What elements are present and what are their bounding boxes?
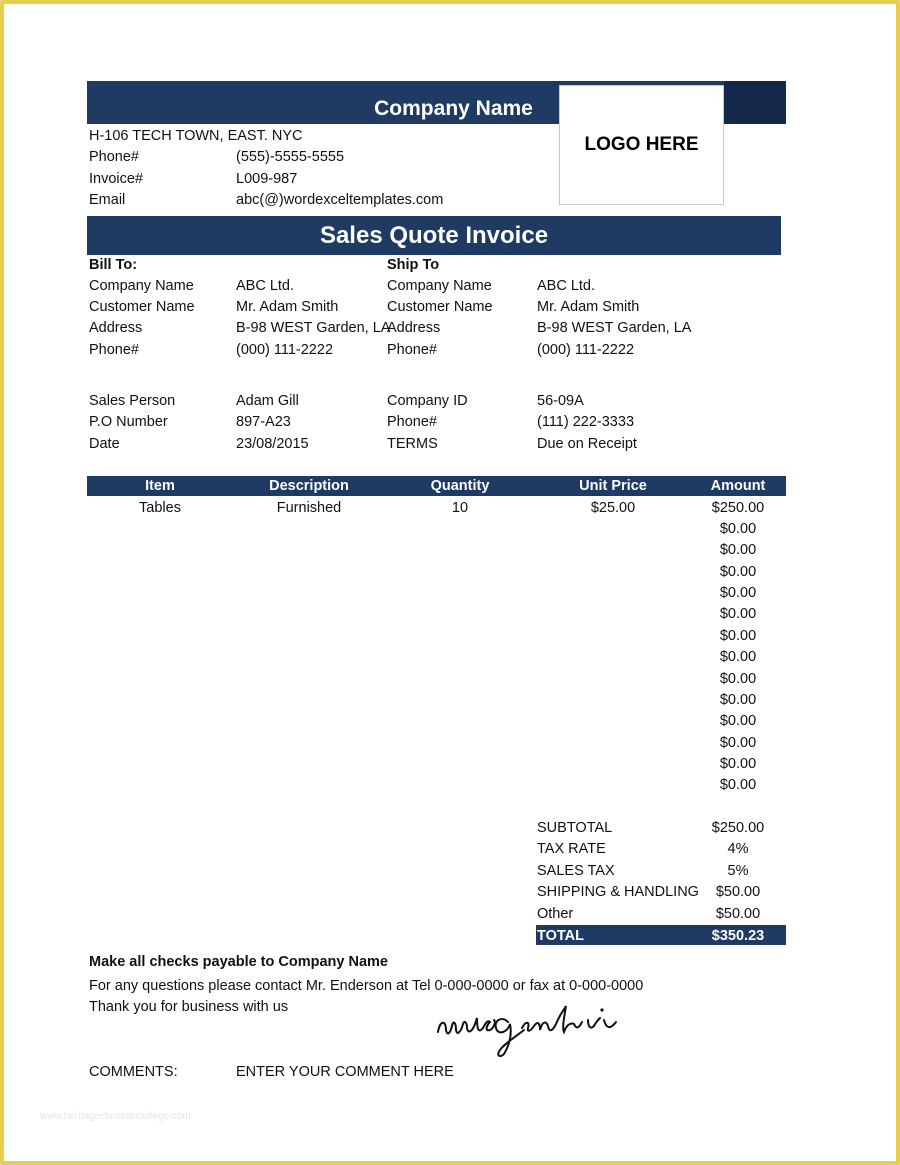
amount-cell: $250.00	[711, 500, 765, 516]
amount-cell: $0.00	[719, 756, 757, 772]
document-title: Sales Quote Invoice	[319, 222, 549, 249]
amount-cell: $0.00	[719, 692, 757, 708]
detail-label: TERMS	[387, 436, 438, 452]
bill-to-value: Mr. Adam Smith	[236, 299, 339, 315]
watermark-text: www.heritagechristiancollege.com	[40, 1111, 191, 1122]
payable-note: Make all checks payable to Company Name	[89, 954, 388, 970]
totals-label-tax-rate: TAX RATE	[537, 841, 606, 857]
phone-label: Phone#	[89, 149, 139, 165]
invoice-number-value: L009-987	[236, 171, 298, 187]
bill-to-heading: Bill To:	[89, 257, 138, 273]
phone-value: (555)-5555-5555	[236, 149, 345, 165]
total-value: $350.23	[711, 928, 765, 944]
totals-value-shipping: $50.00	[715, 884, 761, 900]
detail-label: Company ID	[387, 393, 468, 409]
column-header-item: Item	[145, 478, 175, 494]
logo-placeholder	[559, 85, 724, 205]
company-name: Company Name	[374, 97, 533, 120]
amount-cell: $0.00	[719, 521, 757, 537]
email-value: abc(@)wordexceltemplates.com	[236, 192, 444, 208]
detail-value: 23/08/2015	[236, 436, 309, 452]
email-label: Email	[89, 192, 126, 208]
bill-to-label: Customer Name	[89, 299, 195, 315]
ship-to-value: ABC Ltd.	[537, 278, 596, 294]
detail-label: P.O Number	[89, 414, 168, 430]
ship-to-label: Address	[387, 320, 441, 336]
ship-to-heading: Ship To	[387, 257, 440, 273]
bill-to-label: Address	[89, 320, 143, 336]
ship-to-value: B-98 WEST Garden, LA	[537, 320, 692, 336]
amount-cell: $0.00	[719, 671, 757, 687]
totals-value-other: $50.00	[715, 906, 761, 922]
column-header-description: Description	[269, 478, 349, 494]
ship-to-label: Customer Name	[387, 299, 493, 315]
amount-cell: $0.00	[719, 585, 757, 601]
questions-note: For any questions please contact Mr. Enderson at Tel 0-000-0000 or fax at 0-000-0000	[89, 978, 644, 994]
logo-text: LOGO HERE	[584, 134, 699, 155]
ship-to-value: (000) 111-2222	[537, 342, 635, 358]
amount-cell: $0.00	[719, 777, 757, 793]
ship-to-value: Mr. Adam Smith	[537, 299, 640, 315]
amount-cell: $0.00	[719, 564, 757, 580]
ship-to-label: Phone#	[387, 342, 437, 358]
totals-value-subtotal: $250.00	[711, 820, 765, 836]
totals-label-sales-tax: SALES TAX	[537, 863, 615, 879]
amount-cell: $0.00	[719, 649, 757, 665]
unit-price-cell: $25.00	[590, 500, 636, 516]
thanks-note: Thank you for business with us	[89, 999, 289, 1015]
detail-value: (111) 222-3333	[537, 414, 635, 430]
amount-cell: $0.00	[719, 713, 757, 729]
bill-to-value: ABC Ltd.	[236, 278, 295, 294]
detail-label: Date	[89, 436, 120, 452]
detail-value: Due on Receipt	[537, 436, 637, 452]
amount-cell: $0.00	[719, 542, 757, 558]
comments-label: COMMENTS:	[89, 1064, 178, 1080]
ship-to-label: Company Name	[387, 278, 492, 294]
amount-cell: $0.00	[719, 606, 757, 622]
detail-label: Phone#	[387, 414, 437, 430]
totals-value-sales-tax: 5%	[727, 863, 749, 879]
total-label: TOTAL	[537, 928, 584, 944]
detail-label: Sales Person	[89, 393, 176, 409]
bill-to-value: (000) 111-2222	[236, 342, 334, 358]
amount-cell: $0.00	[719, 628, 757, 644]
item-cell: Tables	[139, 500, 181, 516]
invoice-number-label: Invoice#	[89, 171, 144, 187]
comments-value: ENTER YOUR COMMENT HERE	[236, 1064, 454, 1080]
bill-to-value: B-98 WEST Garden, LA	[236, 320, 391, 336]
amount-cell: $0.00	[719, 735, 757, 751]
detail-value: Adam Gill	[236, 393, 299, 409]
totals-label-subtotal: SUBTOTAL	[537, 820, 613, 836]
bill-to-label: Phone#	[89, 342, 139, 358]
signature-image	[430, 998, 640, 1060]
bill-to-label: Company Name	[89, 278, 194, 294]
description-cell: Furnished	[276, 500, 342, 516]
totals-value-tax-rate: 4%	[727, 841, 749, 857]
column-header-amount: Amount	[710, 478, 766, 494]
detail-value: 897-A23	[236, 414, 291, 430]
totals-label-shipping: SHIPPING & HANDLING	[537, 884, 699, 900]
quantity-cell: 10	[451, 500, 469, 516]
column-header-unit-price: Unit Price	[579, 478, 647, 494]
totals-label-other: Other	[537, 906, 574, 922]
column-header-quantity: Quantity	[430, 478, 490, 494]
detail-value: 56-09A	[537, 393, 584, 409]
company-address: H-106 TECH TOWN, EAST. NYC	[89, 128, 303, 144]
